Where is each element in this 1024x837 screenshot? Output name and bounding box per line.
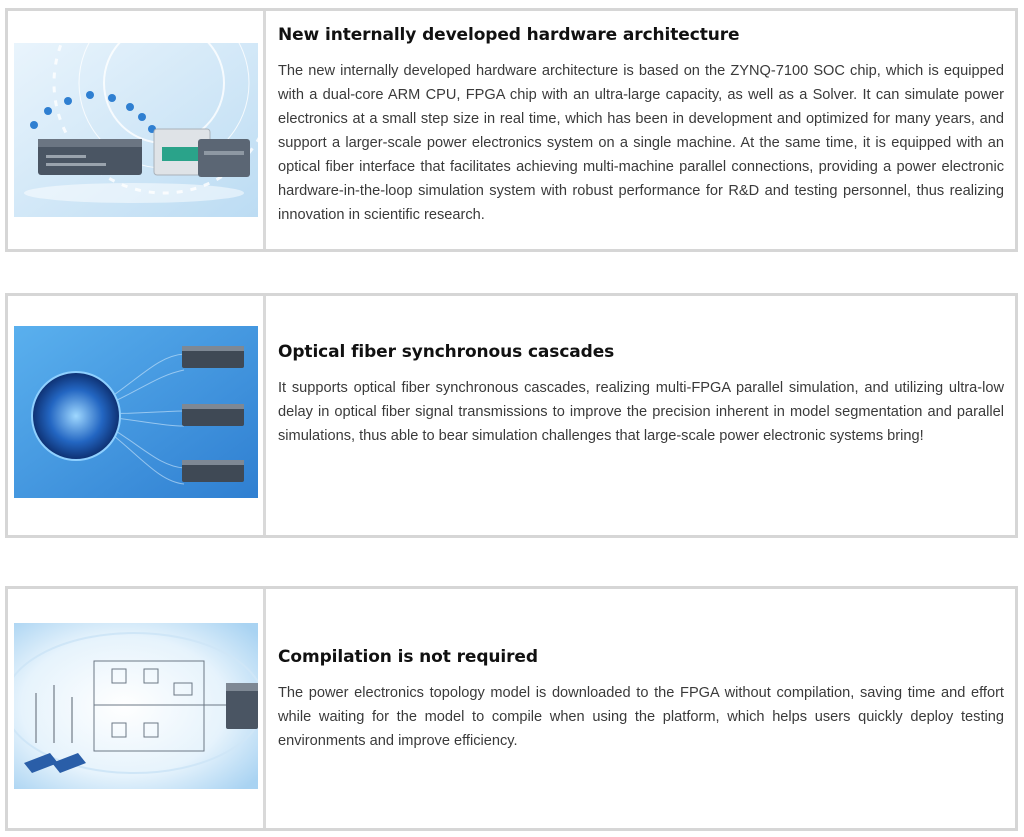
topology-model-image (14, 623, 258, 789)
card-divider (263, 589, 266, 828)
section-title: New internally developed hardware architecture (278, 25, 740, 45)
feature-card-compilation (5, 586, 1018, 831)
section-title: Optical fiber synchronous cascades (278, 342, 615, 362)
section-title: Compilation is not required (278, 647, 538, 667)
hardware-architecture-image (14, 43, 258, 217)
feature-card-optical (5, 293, 1018, 538)
feature-card-hardware (5, 8, 1018, 252)
section-body: The new internally developed hardware architecture is based on the ZYNQ-7100 SOC chip, which is equipped with a dual-core ARM CPU, FPGA chip with an ultra-large capacity, as well as a Solver. It can simulate power electronics at a small step size in real time, which has been in development and optimized for many years, and support a larger-scale power electronics system on a single machine. At the same time, it is equipped with an optical fiber interface that facilitates achieving multi-machine parallel connections, providing a power electronic hardware-in-the-loop simulation system with robust performance for R&D and testing personnel, thus realizing innovation in scientific research. (278, 63, 1004, 223)
section-body: It supports optical fiber synchronous cascades, realizing multi-FPGA parallel simulation, and utilizing ultra-low delay in optical fiber signal transmissions to improve the precision inherent in model segmentation and parallel simulations, thus able to bear simulation challenges that large-scale power electronic systems bring! (278, 380, 1004, 444)
card-divider (263, 11, 266, 249)
optical-fiber-image (14, 326, 258, 498)
card-divider (263, 296, 266, 535)
section-body: The power electronics topology model is downloaded to the FPGA without compilation, saving time and effort while waiting for the model to compile when using the platform, which helps users quickly deploy testing environments and improve efficiency. (278, 685, 1004, 749)
